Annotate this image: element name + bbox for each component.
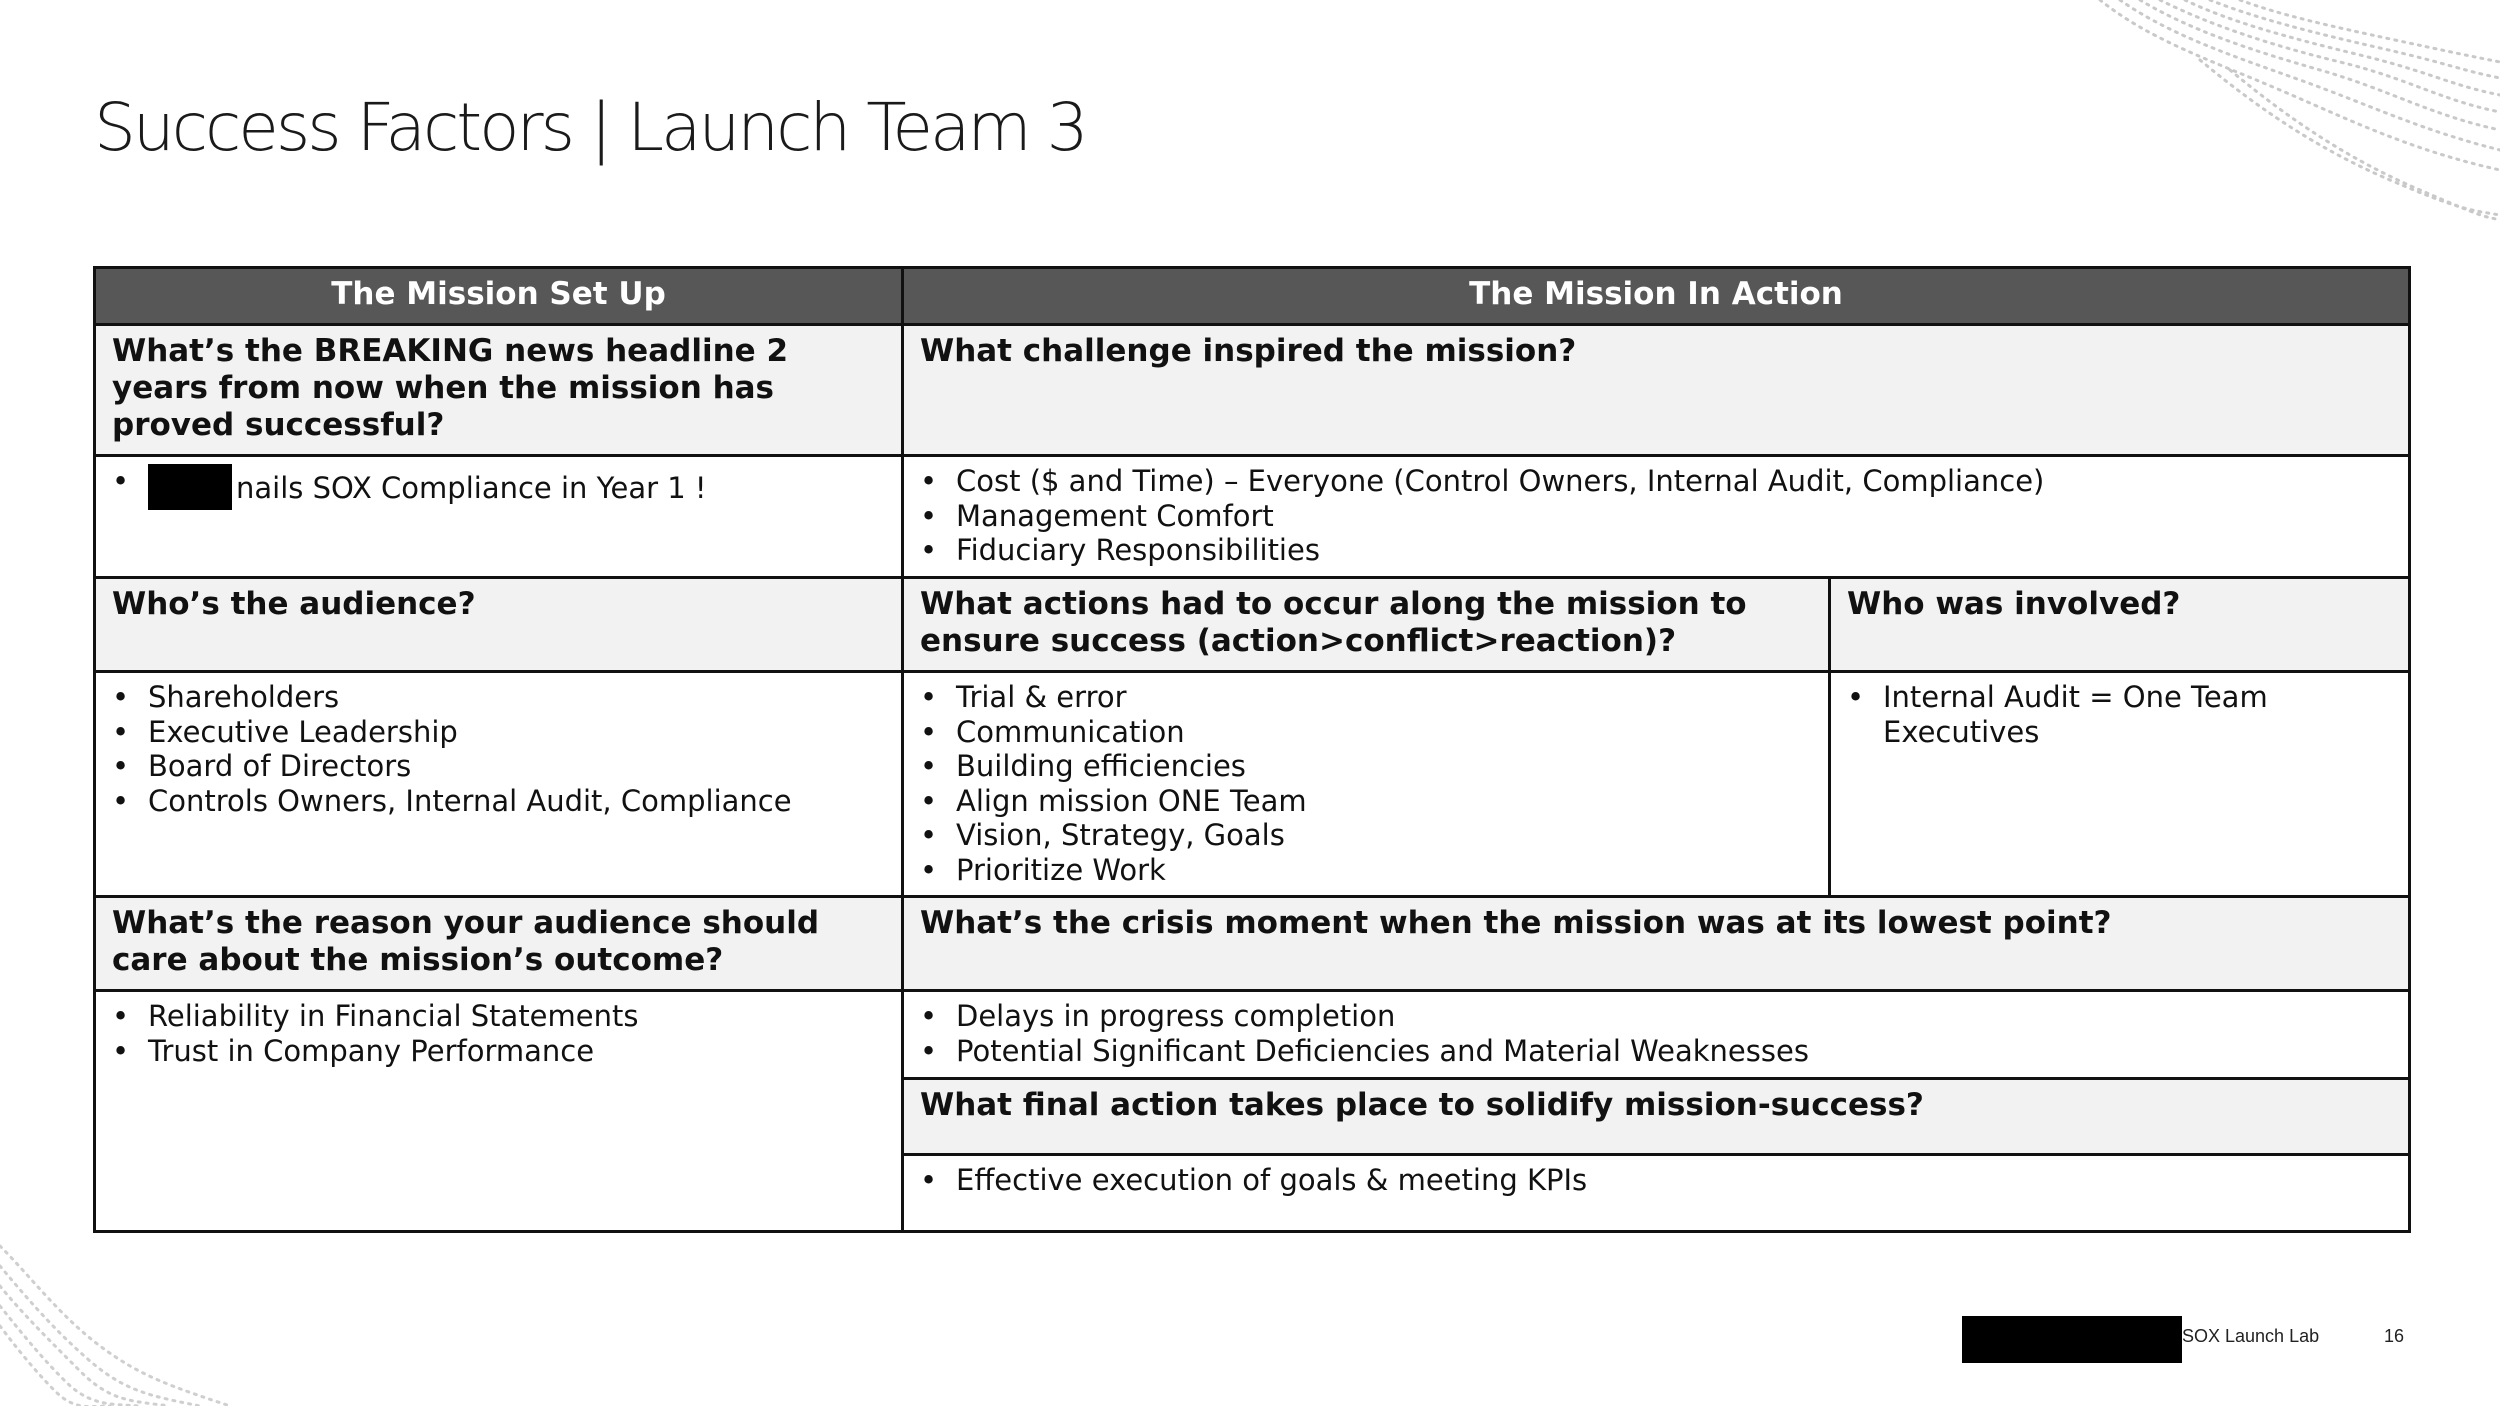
slide-title: Success Factors | Launch Team 3 xyxy=(94,89,1086,166)
answer-final-action xyxy=(903,1155,2410,1232)
list-item: • Vision, Strategy, Goals xyxy=(920,818,1812,853)
list-item: • Building efficiencies xyxy=(920,749,1812,784)
footer-label: SOX Launch Lab xyxy=(2182,1326,2320,1346)
answer-actions xyxy=(903,672,1830,897)
list-item: • Executive Leadership xyxy=(112,715,885,750)
question-actions: What actions had to occur along the mission to ensure success (action>conflict>reaction)? xyxy=(903,578,1830,672)
list-item: • Board of Directors xyxy=(112,749,885,784)
list-item: • Cost ($ and Time) – Everyone (Control Owners, Internal Audit, Compliance) xyxy=(920,464,2392,499)
list-item: • Shareholders xyxy=(112,680,885,715)
list-item: • Controls Owners, Internal Audit, Compliance xyxy=(112,784,885,819)
answer-breaking-news xyxy=(95,456,903,578)
question-breaking-news: What’s the BREAKING news headline 2 years from now when the mission has proved successful? xyxy=(95,325,903,456)
header-mission-in-action: The Mission In Action xyxy=(903,268,2410,325)
list-item: • Potential Significant Deficiencies and Material Weaknesses xyxy=(920,1034,2392,1069)
answer-challenge xyxy=(903,456,2410,578)
list-item: • Align mission ONE Team xyxy=(920,784,1812,819)
answer-reason xyxy=(95,991,903,1232)
question-crisis: What’s the crisis moment when the mission was at its lowest point? xyxy=(903,897,2410,991)
list-item: • Internal Audit = One Team Executives xyxy=(1847,680,2392,749)
list-item: • Communication xyxy=(920,715,1812,750)
answer-crisis xyxy=(903,991,2410,1079)
list-item: • Fiduciary Responsibilities xyxy=(920,533,2392,568)
list-item: • Reliability in Financial Statements xyxy=(112,999,885,1034)
header-mission-set-up: The Mission Set Up xyxy=(95,268,903,325)
success-factors-table xyxy=(93,266,2411,1233)
list-item: • Prioritize Work xyxy=(920,853,1812,888)
answer-audience xyxy=(95,672,903,897)
question-involved: Who was involved? xyxy=(1830,578,2410,672)
decorative-dot-waves-bottom-left xyxy=(0,1226,230,1406)
question-challenge: What challenge inspired the mission? xyxy=(903,325,2410,456)
redacted-logo xyxy=(1962,1316,2182,1363)
list-item: • Delays in progress completion xyxy=(920,999,2392,1034)
list-item: • Management Comfort xyxy=(920,499,2392,534)
redacted-name xyxy=(148,464,232,510)
list-item: • Effective execution of goals & meeting KPIs xyxy=(920,1163,2392,1198)
question-audience: Who’s the audience? xyxy=(95,578,903,672)
answer-involved xyxy=(1830,672,2410,897)
decorative-dot-waves-top-right xyxy=(2060,0,2500,230)
question-final-action: What final action takes place to solidify mission-success? xyxy=(903,1079,2410,1155)
list-item: • Trial & error xyxy=(920,680,1812,715)
list-item: • nails SOX Compliance in Year 1 ! xyxy=(112,464,885,510)
list-item: • Trust in Company Performance xyxy=(112,1034,885,1069)
page-number: 16 xyxy=(2384,1326,2405,1346)
question-reason: What’s the reason your audience should care about the mission’s outcome? xyxy=(95,897,903,991)
